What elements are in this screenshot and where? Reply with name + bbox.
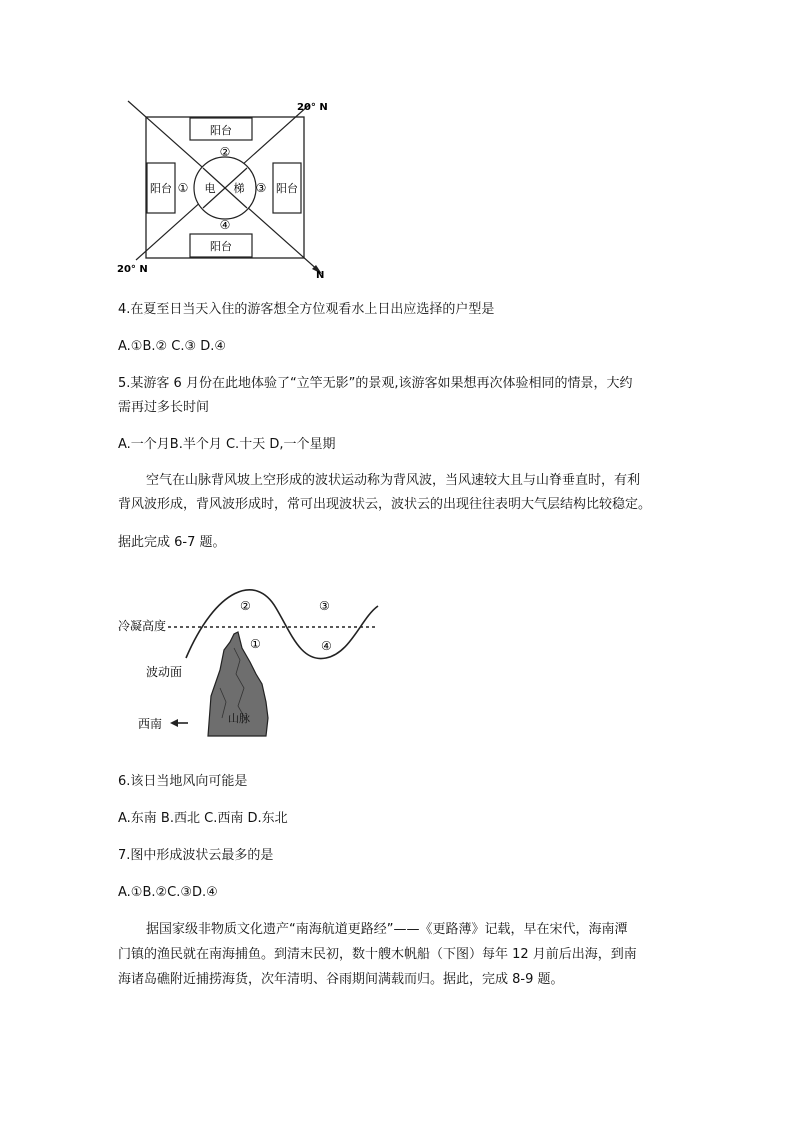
latitude-bottom-label: 20° N xyxy=(117,264,148,275)
balcony-bottom: 阳台 xyxy=(210,240,232,253)
question-4-stem: 4.在夏至日当天入住的游客想全方位观看水上日出应选择的户型是 xyxy=(118,302,495,317)
point-1: ① xyxy=(250,637,261,651)
lee-wave-figure xyxy=(116,578,386,743)
question-6-options: A.东南 B.西北 C.西南 D.东北 xyxy=(118,811,288,826)
north-label: N xyxy=(316,270,325,281)
point-3: ③ xyxy=(319,599,330,613)
wave-surface-label: 波动面 xyxy=(146,665,183,679)
elevator-label-right: 梯 xyxy=(233,182,245,195)
latitude-top-label: 20° N xyxy=(297,102,328,113)
unit-2: ② xyxy=(219,145,231,159)
condensation-height-label: 冷凝高度 xyxy=(118,619,167,633)
point-2: ② xyxy=(240,599,251,613)
wave-surface-curve xyxy=(186,590,378,659)
passage-2-line1: 据国家级非物质文化遗产“南海航道更路经”——《更路薄》记载，早在宋代，海南潭 xyxy=(146,922,628,937)
elevator-label-left: 电 xyxy=(204,182,216,195)
apartment-layout-figure xyxy=(112,96,337,281)
question-7-options: A.①B.②C.③D.④ xyxy=(118,885,218,900)
question-6-stem: 6.该日当地风向可能是 xyxy=(118,774,248,789)
passage-1-line3: 据此完成 6-7 题。 xyxy=(118,535,226,550)
unit-3: ③ xyxy=(255,181,267,195)
passage-1-line2: 背风波形成，背风波形成时，常可出现波状云，波状云的出现往往表明大气层结构比较稳定。 xyxy=(118,497,652,512)
southwest-label: 西南 xyxy=(138,717,163,731)
question-5-stem-line2: 需再过多长时间 xyxy=(118,400,210,415)
southwest-arrow-icon xyxy=(170,719,178,727)
balcony-left: 阳台 xyxy=(150,182,172,195)
balcony-top: 阳台 xyxy=(210,124,232,137)
question-7-stem: 7.图中形成波状云最多的是 xyxy=(118,848,274,863)
question-5-stem-line1: 5.某游客 6 月份在此地体验了“立竿无影”的景观,该游客如果想再次体验相同的情景，大约 xyxy=(118,376,633,391)
question-4-options: A.①B.② C.③ D.④ xyxy=(118,339,227,354)
unit-1: ① xyxy=(177,181,189,195)
mountain-label: 山脉 xyxy=(228,712,250,725)
balcony-right: 阳台 xyxy=(276,182,298,195)
point-4: ④ xyxy=(321,639,332,653)
passage-2-line3: 海诸岛礁附近捕捞海货，次年清明、谷雨期间满载而归。据此，完成 8-9 题。 xyxy=(118,972,564,987)
passage-1-line1: 空气在山脉背风坡上空形成的波状运动称为背风波，当风速较大且与山脊垂直时，有利 xyxy=(146,473,641,488)
passage-2-line2: 门镇的渔民就在南海捕鱼。到清末民初，数十艘木帆船（下图）每年 12 月前后出海，到南 xyxy=(118,947,637,962)
unit-4: ④ xyxy=(219,218,231,232)
question-5-options: A.一个月B.半个月 C.十天 D,一个星期 xyxy=(118,437,336,452)
